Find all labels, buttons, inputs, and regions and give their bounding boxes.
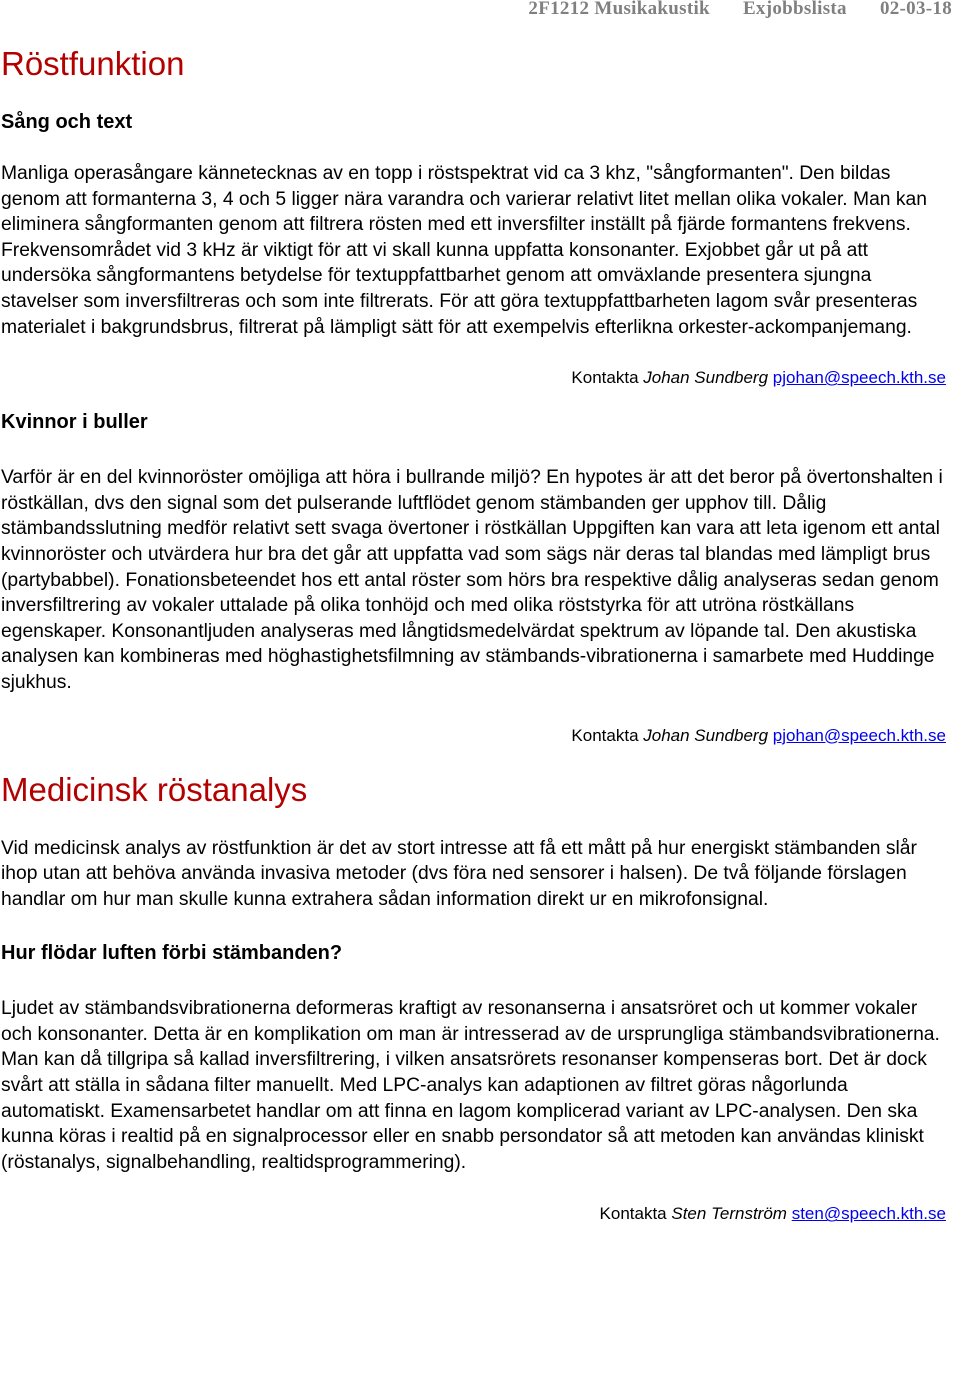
- contact-label: Kontakta: [571, 725, 639, 745]
- contact-email-link[interactable]: pjohan@speech.kth.se: [772, 725, 946, 745]
- document-body: [1, 0, 946, 1224]
- contact-email-link[interactable]: sten@speech.kth.se: [791, 1204, 946, 1224]
- contact-name: Johan Sundberg: [643, 725, 769, 745]
- contact-line: [1, 368, 946, 388]
- paragraph-medicinsk-intro: Vid medicinsk analys av röstfunktion är det av stort intresse att få ett mått på hur energiskt stämbanden slår ihop utan att behöva använda invasiva metoder (dvs föra ned sensorer i halsen). De två följande förslagen handlar om hur man skulle kunna extrahera sådan information direkt ur en mikrofonsignal.: [1, 837, 917, 910]
- header-course: 2F1212 Musikakustik: [528, 0, 710, 19]
- header-date: 02-03-18: [879, 0, 952, 19]
- paragraph-sang-och-text: Manliga operasångare kännetecknas av en topp i röstspektrat vid ca 3 khz, "sångformanten". Den bildas genom att formanterna 3, 4 och 5 ligger nära varandra och varierar relativt litet mellan olika vokaler. Man kan eliminera sångformanten genom att filtrera rösten med ett inversfilter inställt på fjärde formantens frekvens. Frekvensområdet vid 3 kHz är viktigt för att vi skall kunna uppfatta konsonanter. Exjobbet går ut på att undersöka sångformantens betydelse för textuppfattbarhet genom att omväxlande presentera sjungna stavelser som inversfiltreras och som inte filtrerats. För att göra textuppfattbarheten lagom svår presenteras materialet i bakgrundsbrus, filtrerat på lämpligt sätt för att exempelvis efterlikna orkester-ackompanjemang.: [1, 163, 927, 338]
- section-title-rostfunktion: Röstfunktion: [1, 45, 185, 82]
- section-title-medicinsk-rostanalys: Medicinsk röstanalys: [1, 770, 308, 808]
- contact-name: Sten Ternström: [671, 1204, 787, 1224]
- subsection-title-kvinnor-i-buller: Kvinnor i buller: [1, 411, 148, 434]
- contact-label: Kontakta: [571, 368, 639, 388]
- contact-name: Johan Sundberg: [643, 368, 769, 388]
- contact-email-link[interactable]: pjohan@speech.kth.se: [772, 368, 946, 388]
- paragraph-kvinnor-i-buller: Varför är en del kvinnoröster omöjliga att höra i bullrande miljö? En hypotes är att det beror på övertonshalten i röstkällan, dvs den signal som det pulserande luftflödet genom stämbanden ger upphov till. Dålig stämbandsslutning medför relativt sett svaga övertoner i röstkällan Uppgiften kan vara att leta igenom ett antal kvinnoröster och utvärdera hur bra det går att uppfatta vad som sägs när deras tal blandas med lämpligt brus (partybabbel). Fonationsbeteendet hos ett antal röster som hörs bra respektive dålig analyseras sedan genom inversfiltrering av vokaler uttalade på olika tonhöjd och med olika röststyrka för att utröna röstkällans egenskaper. Konsonantljuden analyseras med långtidsmedelvärdat spektrum av löpande tal. Den akustiska analysen kan kombineras med höghastighetsfilmning av stämbands-vibrationerna i samarbete med Huddinge sjukhus.: [1, 467, 943, 693]
- subsection-title-hur-flodar-luften: Hur flödar luften förbi stämbanden?: [1, 942, 343, 965]
- paragraph-hur-flodar-luften: Ljudet av stämbandsvibrationerna deformeras kraftigt av resonanserna i ansatsröret och ut kommer vokaler och konsonanter. Detta är en komplikation om man är intresserad av de ursprungliga stämbandsvibrationerna. Man kan då tillgripa så kallad inversfiltrering, i vilken ansatsrörets resonanser kompenseras bort. Det är dock svårt att ställa in sådana filter manuellt. Med LPC-analys kan adaptionen av filtret göras någorlunda automatiskt. Examensarbetet handlar om att finna en lagom komplicerad variant av LPC-analysen. Den ska kunna köras i realtid på en signalprocessor eller en snabb persondator så att metoden kan användas kliniskt (röstanalys, signalbehandling, realtidsprogrammering).: [1, 998, 940, 1173]
- contact-line: [1, 1204, 946, 1224]
- contact-label: Kontakta: [599, 1204, 667, 1224]
- subsection-title-sang-och-text: Sång och text: [1, 111, 133, 133]
- contact-line: [1, 726, 946, 746]
- header-list-title: Exjobbslista: [742, 0, 847, 19]
